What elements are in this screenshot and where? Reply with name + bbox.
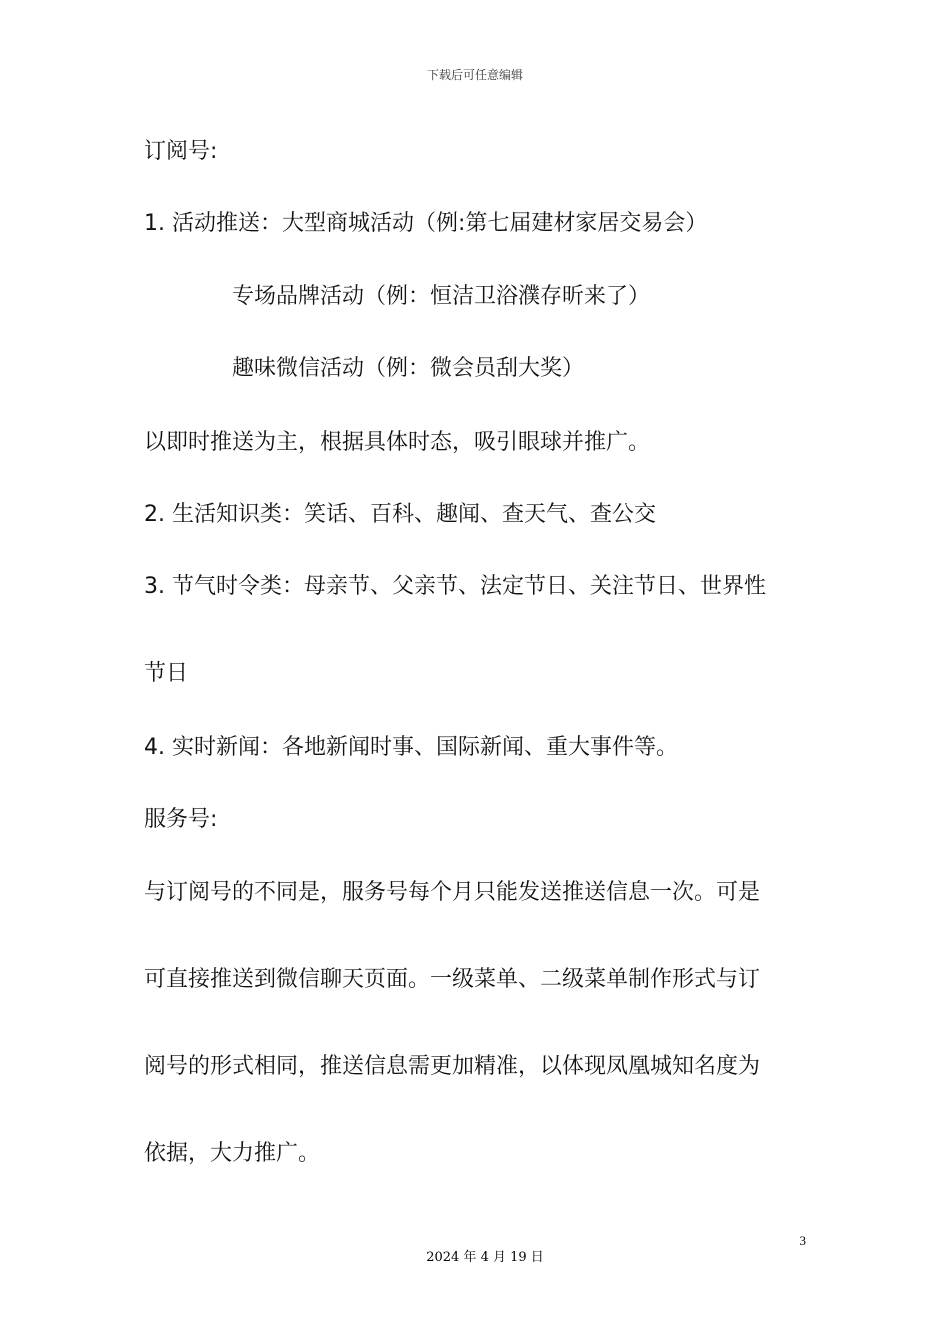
paragraph-service-line-3: 阅号的形式相同，推送信息需更加精准，以体现凤凰城知名度为 bbox=[144, 1054, 761, 1079]
paragraph-service-line-1: 与订阅号的不同是，服务号每个月只能发送推送信息一次。可是 bbox=[144, 880, 761, 905]
paragraph-service-line-4: 依据，大力推广。 bbox=[144, 1141, 321, 1166]
paragraph-push-summary: 以即时推送为主，根据具体时态，吸引眼球并推广。 bbox=[144, 430, 651, 455]
footer-date: 2024 年 4 月 19 日 bbox=[426, 1250, 544, 1265]
paragraph-service-line-2: 可直接推送到微信聊天页面。一级菜单、二级菜单制作形式与订 bbox=[144, 967, 761, 992]
section-heading-subscription: 订阅号: bbox=[144, 139, 218, 164]
page-header: 下载后可任意编辑 bbox=[426, 68, 523, 82]
page-number: 3 bbox=[799, 1233, 806, 1248]
list-item-life-knowledge: 2. 生活知识类：笑话、百科、趣闻、查天气、查公交 bbox=[144, 502, 656, 527]
list-item-news: 4. 实时新闻：各地新闻时事、国际新闻、重大事件等。 bbox=[144, 735, 678, 760]
list-item-festivals: 3. 节气时令类：母亲节、父亲节、法定节日、关注节日、世界性 bbox=[144, 574, 766, 599]
list-subitem-brand-activity: 专场品牌活动（例：恒洁卫浴濮存昕来了） bbox=[232, 284, 651, 309]
list-item-activity-push: 1. 活动推送：大型商城活动（例:第七届建材家居交易会） bbox=[144, 211, 708, 236]
list-item-festivals-continued: 节日 bbox=[144, 661, 189, 686]
list-subitem-wechat-activity: 趣味微信活动（例：微会员刮大奖） bbox=[232, 356, 585, 381]
section-heading-service: 服务号: bbox=[144, 807, 218, 832]
